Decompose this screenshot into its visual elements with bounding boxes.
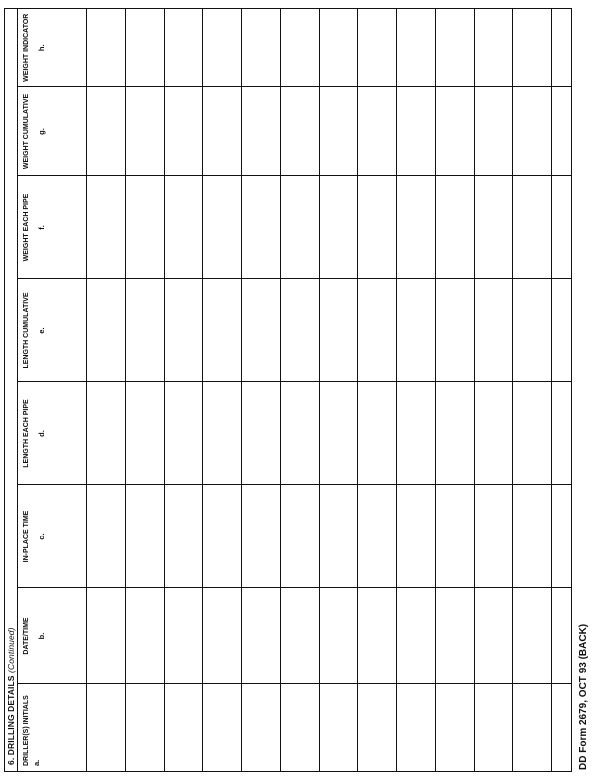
entry-cell[interactable] (203, 9, 242, 87)
column-header-label: WEIGHT CUMULATIVE (23, 93, 30, 170)
form-frame (4, 8, 572, 772)
table-body (87, 9, 572, 771)
entry-cell[interactable] (552, 9, 572, 87)
entry-cell[interactable] (358, 9, 397, 87)
entry-cell[interactable] (513, 87, 552, 176)
entry-cell[interactable] (164, 176, 203, 279)
table-row (513, 9, 552, 771)
entry-cell[interactable] (397, 176, 436, 279)
entry-cell[interactable] (280, 87, 319, 176)
entry-cell[interactable] (164, 485, 203, 588)
column-header-weight-indicator (18, 9, 87, 87)
entry-cell[interactable] (358, 684, 397, 771)
column-header-length-each-pipe (18, 382, 87, 485)
table-row (358, 9, 397, 771)
column-header-length-cumulative (18, 279, 87, 382)
entry-cell[interactable] (203, 485, 242, 588)
section-title-qualifier: (Continued) (6, 627, 16, 673)
entry-cell[interactable] (474, 9, 513, 87)
entry-cell[interactable] (513, 485, 552, 588)
entry-cell[interactable] (242, 176, 281, 279)
entry-cell[interactable] (319, 382, 358, 485)
entry-cell[interactable] (474, 485, 513, 588)
entry-cell[interactable] (242, 382, 281, 485)
entry-cell[interactable] (203, 87, 242, 176)
entry-cell[interactable] (87, 588, 126, 684)
entry-cell[interactable] (242, 279, 281, 382)
table-header-row (18, 9, 87, 771)
entry-cell[interactable] (319, 485, 358, 588)
entry-cell[interactable] (552, 176, 572, 279)
entry-cell[interactable] (242, 684, 281, 771)
column-header-weight-cumulative (18, 87, 87, 176)
entry-cell[interactable] (397, 9, 436, 87)
entry-cell[interactable] (319, 279, 358, 382)
column-header-driller-initials (18, 684, 87, 771)
entry-cell[interactable] (319, 176, 358, 279)
column-header-weight-each-pipe (18, 176, 87, 279)
entry-cell[interactable] (319, 87, 358, 176)
drilling-details-table (18, 9, 571, 771)
table-row (280, 9, 319, 771)
entry-cell[interactable] (242, 588, 281, 684)
entry-cell[interactable] (280, 684, 319, 771)
entry-cell[interactable] (358, 382, 397, 485)
table-row (319, 9, 358, 771)
entry-cell[interactable] (358, 87, 397, 176)
entry-cell[interactable] (164, 382, 203, 485)
entry-cell[interactable] (435, 279, 474, 382)
entry-cell[interactable] (280, 9, 319, 87)
entry-cell[interactable] (358, 588, 397, 684)
entry-cell[interactable] (87, 87, 126, 176)
entry-cell[interactable] (358, 279, 397, 382)
entry-cell[interactable] (435, 684, 474, 771)
entry-cell[interactable] (435, 485, 474, 588)
entry-cell[interactable] (280, 176, 319, 279)
section-title (6, 627, 16, 765)
entry-cell[interactable] (397, 382, 436, 485)
entry-cell[interactable] (280, 588, 319, 684)
entry-cell[interactable] (435, 588, 474, 684)
table-row (474, 9, 513, 771)
entry-cell[interactable] (552, 485, 572, 588)
column-header-label: WEIGHT INDICATOR (23, 13, 30, 82)
entry-cell[interactable] (280, 279, 319, 382)
entry-cell[interactable] (203, 176, 242, 279)
entry-cell[interactable] (125, 279, 164, 382)
entry-cell[interactable] (319, 588, 358, 684)
entry-cell[interactable] (125, 485, 164, 588)
entry-cell[interactable] (242, 87, 281, 176)
entry-cell[interactable] (203, 382, 242, 485)
column-header-letter: f. (37, 225, 46, 230)
entry-cell[interactable] (474, 87, 513, 176)
column-header-letter: e. (37, 327, 46, 334)
table-row (164, 9, 203, 771)
entry-cell[interactable] (87, 9, 126, 87)
entry-cell[interactable] (164, 684, 203, 771)
column-header-letter: h. (37, 44, 46, 52)
column-header-label: LENGTH CUMULATIVE (23, 292, 30, 369)
entry-cell[interactable] (397, 684, 436, 771)
table-row (87, 9, 126, 771)
column-header-date-time (18, 588, 87, 684)
table-row (125, 9, 164, 771)
entry-cell[interactable] (474, 176, 513, 279)
entry-cell[interactable] (87, 176, 126, 279)
entry-cell[interactable] (242, 9, 281, 87)
entry-cell[interactable] (87, 684, 126, 771)
column-header-letter: d. (37, 430, 46, 437)
entry-cell[interactable] (474, 279, 513, 382)
entry-cell[interactable] (125, 684, 164, 771)
table-row (552, 9, 572, 771)
entry-cell[interactable] (125, 176, 164, 279)
column-header-letter: b. (37, 632, 46, 640)
entry-cell[interactable] (242, 485, 281, 588)
table-row (397, 9, 436, 771)
entry-cell[interactable] (125, 588, 164, 684)
column-header-in-place-time (18, 485, 87, 588)
entry-cell[interactable] (435, 9, 474, 87)
entry-cell[interactable] (280, 485, 319, 588)
entry-cell[interactable] (87, 382, 126, 485)
entry-cell[interactable] (87, 279, 126, 382)
entry-cell[interactable] (164, 9, 203, 87)
column-header-letter: g. (37, 128, 46, 135)
entry-cell[interactable] (513, 9, 552, 87)
entry-cell[interactable] (513, 279, 552, 382)
entry-cell[interactable] (358, 485, 397, 588)
column-header-label: DRILLER(S) INITIALS (23, 695, 30, 766)
entry-cell[interactable] (513, 176, 552, 279)
entry-cell[interactable] (203, 279, 242, 382)
entry-cell[interactable] (397, 87, 436, 176)
column-header-label: WEIGHT EACH PIPE (23, 193, 30, 262)
entry-cell[interactable] (513, 588, 552, 684)
form-footer: DD Form 2679, OCT 93 (BACK) (578, 623, 589, 770)
entry-cell[interactable] (474, 684, 513, 771)
entry-cell[interactable] (125, 9, 164, 87)
entry-cell[interactable] (203, 684, 242, 771)
entry-cell[interactable] (474, 382, 513, 485)
entry-cell[interactable] (474, 588, 513, 684)
entry-cell[interactable] (435, 382, 474, 485)
entry-cell[interactable] (125, 87, 164, 176)
entry-cell[interactable] (164, 588, 203, 684)
entry-cell[interactable] (435, 176, 474, 279)
entry-cell[interactable] (280, 382, 319, 485)
entry-cell[interactable] (513, 382, 552, 485)
entry-cell[interactable] (552, 684, 572, 771)
entry-cell[interactable] (164, 87, 203, 176)
entry-cell[interactable] (87, 485, 126, 588)
entry-cell[interactable] (552, 279, 572, 382)
entry-cell[interactable] (552, 588, 572, 684)
column-header-label: LENGTH EACH PIPE (23, 399, 30, 468)
entry-cell[interactable] (397, 279, 436, 382)
entry-cell[interactable] (319, 9, 358, 87)
table-row (242, 9, 281, 771)
entry-cell[interactable] (203, 588, 242, 684)
entry-cell[interactable] (513, 684, 552, 771)
column-header-letter: a. (32, 759, 41, 766)
entry-cell[interactable] (552, 87, 572, 176)
table-row (203, 9, 242, 771)
entry-cell[interactable] (397, 588, 436, 684)
entry-cell[interactable] (358, 176, 397, 279)
entry-cell[interactable] (552, 382, 572, 485)
entry-cell[interactable] (319, 684, 358, 771)
table-row (435, 9, 474, 771)
entry-cell[interactable] (125, 382, 164, 485)
entry-cell[interactable] (397, 485, 436, 588)
column-header-label: IN-PLACE TIME (23, 510, 30, 563)
entry-cell[interactable] (164, 279, 203, 382)
column-header-label: DATE/TIME (23, 617, 30, 655)
section-title-text: 6. DRILLING DETAILS (6, 675, 16, 765)
entry-cell[interactable] (435, 87, 474, 176)
column-header-letter: c. (37, 533, 46, 540)
